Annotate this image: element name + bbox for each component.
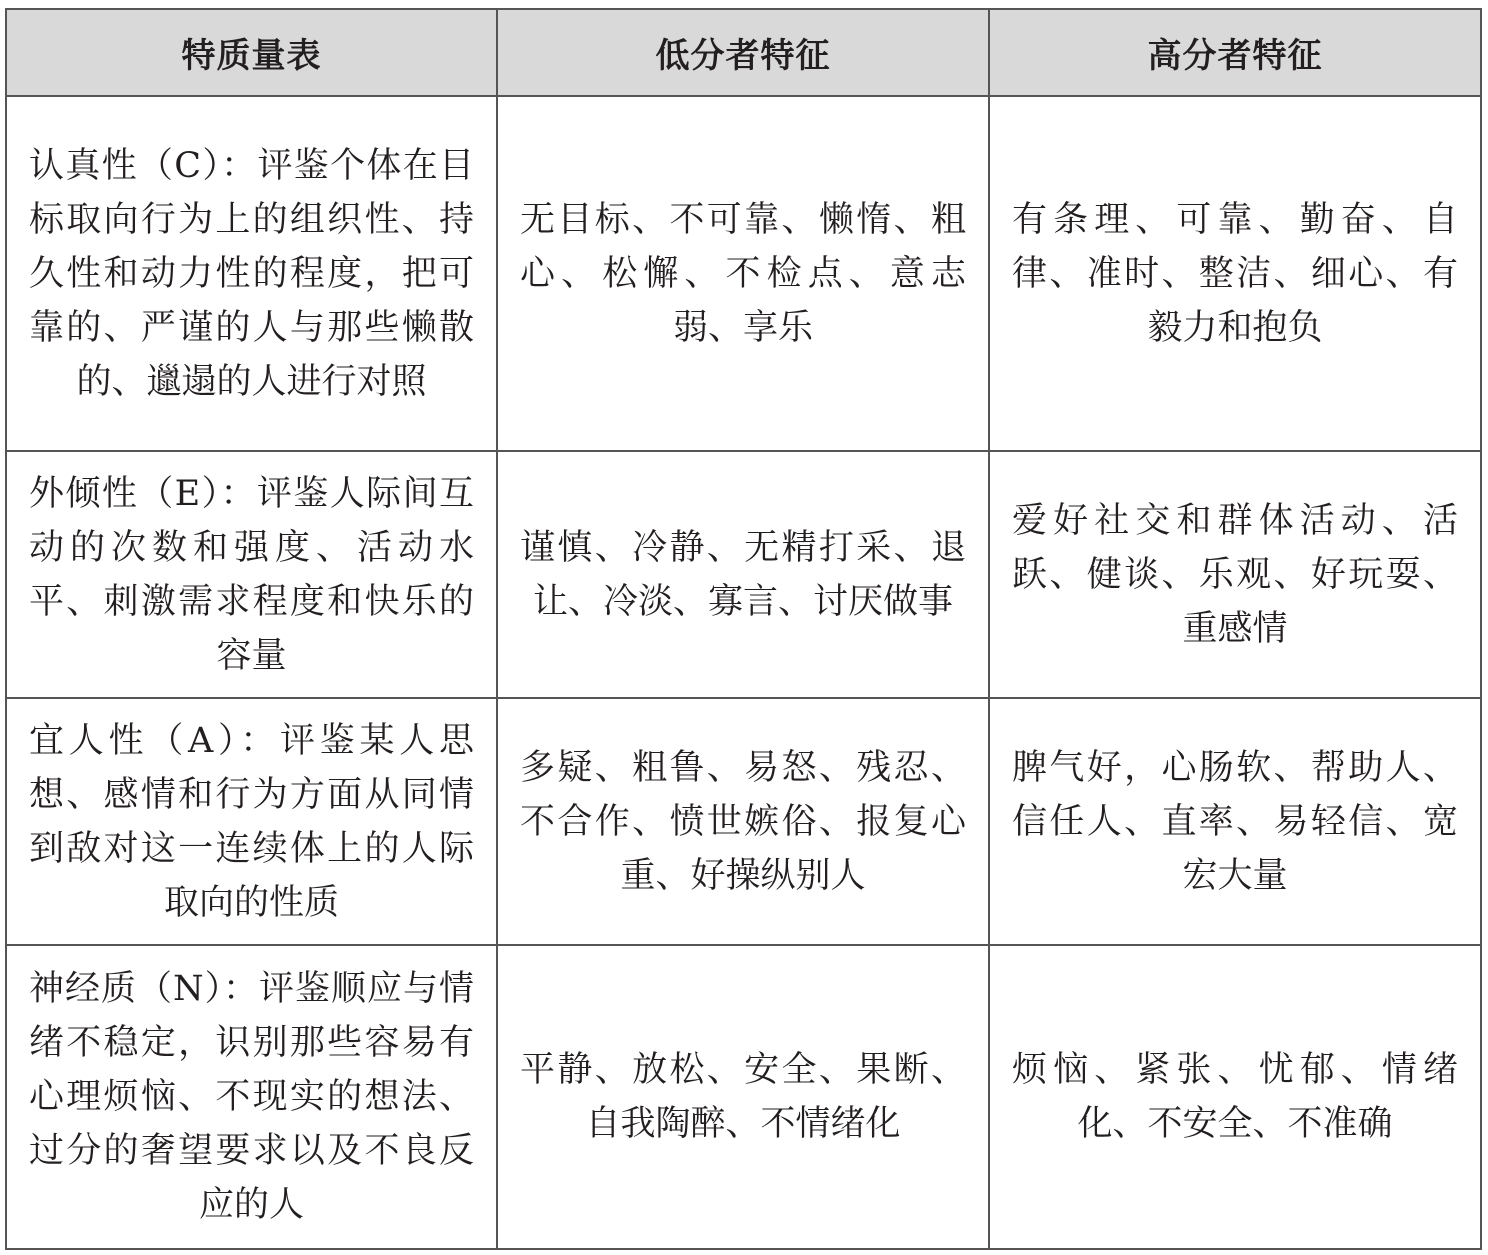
- header-trait-scale: 特质量表: [6, 9, 497, 96]
- table-row: [6, 96, 1481, 451]
- trait-cell: 宜人性（A）：评鉴某人思想、感情和行为方面从同情到敌对这一连续体上的人际取向的性质: [6, 698, 497, 945]
- trait-cell: 外倾性（E）：评鉴人际间互动的次数和强度、活动水平、刺激需求程度和快乐的容量: [6, 451, 497, 698]
- low-score-cell: 多疑、粗鲁、易怒、残忍、不合作、愤世嫉俗、报复心重、好操纵别人: [497, 698, 989, 945]
- table-row: [6, 451, 1481, 698]
- header-row: [6, 9, 1481, 96]
- header-low-score: 低分者特征: [497, 9, 989, 96]
- high-score-cell: 爱好社交和群体活动、活跃、健谈、乐观、好玩耍、重感情: [989, 451, 1481, 698]
- trait-cell: 认真性（C）：评鉴个体在目标取向行为上的组织性、持久性和动力性的程度，把可靠的、严谨的人与那些懒散的、邋遢的人进行对照: [6, 96, 497, 451]
- high-score-cell: 有条理、可靠、勤奋、自律、准时、整洁、细心、有毅力和抱负: [989, 96, 1481, 451]
- trait-cell: 神经质（N）：评鉴顺应与情绪不稳定，识别那些容易有心理烦恼、不现实的想法、过分的奢望要求以及不良反应的人: [6, 945, 497, 1249]
- high-score-cell: 脾气好，心肠软、帮助人、信任人、直率、易轻信、宽宏大量: [989, 698, 1481, 945]
- low-score-cell: 谨慎、冷静、无精打采、退让、冷淡、寡言、讨厌做事: [497, 451, 989, 698]
- low-score-cell: 平静、放松、安全、果断、自我陶醉、不情绪化: [497, 945, 989, 1249]
- table-row: [6, 945, 1481, 1249]
- table-row: [6, 698, 1481, 945]
- low-score-cell: 无目标、不可靠、懒惰、粗心、松懈、不检点、意志弱、享乐: [497, 96, 989, 451]
- personality-traits-table: [5, 8, 1482, 1250]
- high-score-cell: 烦恼、紧张、忧郁、情绪化、不安全、不准确: [989, 945, 1481, 1249]
- header-high-score: 高分者特征: [989, 9, 1481, 96]
